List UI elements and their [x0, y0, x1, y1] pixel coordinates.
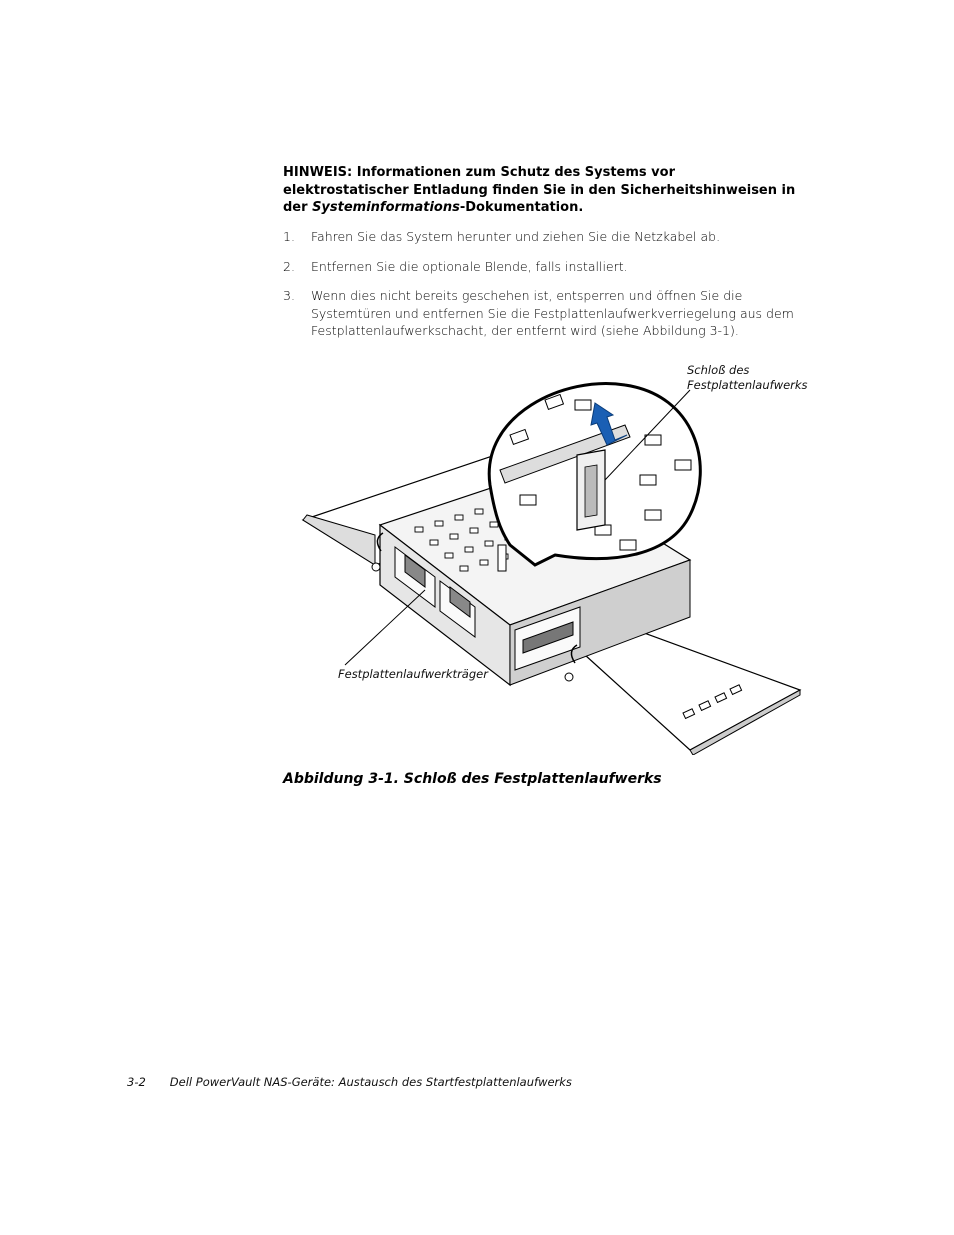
procedure-steps	[283, 228, 803, 352]
footer-title: Dell PowerVault NAS-Geräte: Austausch des Startfestplattenlaufwerks	[169, 1075, 572, 1089]
callout-carrier-label: Festplattenlaufwerkträger	[338, 667, 488, 681]
step-text: Fahren Sie das System herunter und ziehen Sie die Netzkabel ab.	[311, 229, 721, 244]
step-text: Wenn dies nicht bereits geschehen ist, entsperren und öffnen Sie die Systemtüren und entfernen Sie die Festplattenlaufwerkverriegelung aus dem Festplattenlaufwerkschacht, der entfernt wird (siehe Abbildung 3-1).	[311, 288, 794, 338]
step-item	[283, 258, 803, 276]
step-number: 3.	[283, 288, 295, 303]
illustration-drawing	[295, 355, 825, 755]
page-footer	[127, 1075, 572, 1089]
notice-text: HINWEIS: Informationen zum Schutz des Systems vor elektrostatischer Entladung finden Sie in den Sicherheitshinweisen in der	[283, 165, 796, 215]
step-number: 1.	[283, 229, 295, 244]
step-item	[283, 287, 803, 340]
step-text: Entfernen Sie die optionale Blende, falls installiert.	[311, 258, 628, 274]
page-number: 3-2	[127, 1075, 146, 1089]
hard-drive-lock-illustration	[295, 355, 825, 755]
step-item	[283, 228, 803, 246]
figure-caption: Abbildung 3-1. Schloß des Festplattenlaufwerks	[283, 771, 662, 787]
notice-suffix: -Dokumentation.	[459, 200, 584, 215]
notice-italic-doc-name: Systeminformations	[312, 200, 460, 215]
notice-paragraph	[283, 164, 803, 217]
callout-lock-label: Schloß des Festplattenlaufwerks	[687, 363, 808, 392]
step-number: 2.	[283, 258, 295, 274]
